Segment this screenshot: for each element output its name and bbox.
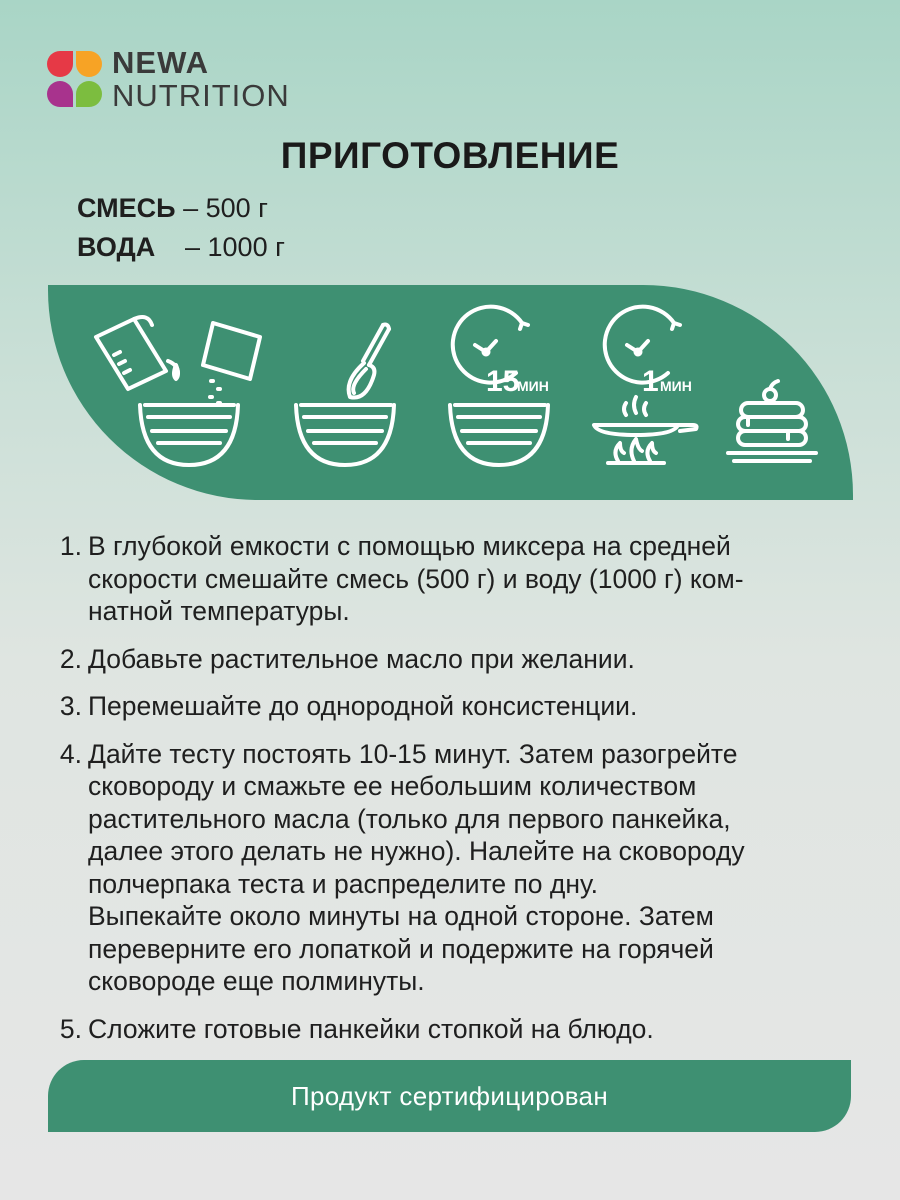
timer-1-number: 1 [642, 365, 659, 398]
step-number: 4. [59, 738, 82, 769]
ratio-mix [77, 193, 268, 224]
step-line: переверните его лопаткой и подержите на горячей [88, 933, 714, 964]
logo-mark-icon [47, 51, 103, 107]
certified-badge [48, 1060, 851, 1132]
step-line: Дайте тесту постоять 10-15 минут. Затем разогрейте [88, 738, 738, 769]
logo-petal-green [76, 81, 102, 107]
step-line: скорости смешайте смесь (500 г) и воду (1000 г) ком- [88, 563, 744, 594]
step-line: Выпекайте около минуты на одной стороне. Затем [88, 901, 714, 931]
timer-1-unit: МИН [660, 378, 692, 394]
logo-petal-red [47, 51, 73, 77]
steps-icon-banner [48, 285, 853, 500]
timer-15-number: 15 [486, 365, 520, 398]
measuring-cup-pour-icon [96, 317, 260, 465]
ratio-water [77, 232, 285, 263]
step-number: 1. [59, 531, 82, 561]
brand-subtitle: NUTRITION [112, 78, 290, 113]
step-line: В глубокой емкости с помощью миксера на средней [88, 531, 731, 561]
list-item [48, 530, 848, 628]
step-line: далее этого делать не нужно). Налейте на сковороду [88, 836, 745, 866]
list-item [48, 643, 848, 676]
brand-name: NEWA [112, 45, 209, 80]
step-number: 5. [59, 1013, 82, 1044]
step-line: Сложите готовые панкейки стопкой на блюдо. [88, 1013, 654, 1044]
logo-petal-purple [47, 81, 73, 107]
step-number: 2. [59, 643, 82, 674]
step-line: Добавьте растительное масло при желании. [88, 643, 635, 674]
timer-15-unit: МИН [517, 378, 549, 394]
ratio-water-value: – 1000 г [185, 232, 285, 262]
page-title: ПРИГОТОВЛЕНИЕ [280, 135, 620, 176]
step-line: сковороду и смажьте ее небольшим количеством [88, 771, 697, 801]
list-item [48, 738, 848, 998]
step-line: Перемешайте до однородной консистенции. [88, 691, 638, 721]
ratio-mix-label: СМЕСЬ [77, 193, 176, 223]
certified-label: Продукт сертифицирован [291, 1080, 608, 1111]
list-item [48, 690, 848, 723]
step-line: полчерпака теста и распределите по дну. [88, 868, 598, 899]
step-line: растительного масла (только для первого панкейка, [88, 803, 731, 834]
ratio-mix-value: – 500 г [183, 193, 268, 223]
logo-wordmark [112, 47, 290, 111]
pancake-stack-icon [728, 381, 816, 461]
list-item [48, 1013, 848, 1046]
instructions-list [48, 530, 848, 1060]
banner-icons [48, 285, 853, 500]
logo-petal-orange [76, 51, 102, 77]
ratio-water-label: ВОДА [77, 232, 156, 262]
step-line: натной температуры. [88, 596, 350, 626]
step-line: сковороде еще полминуты. [88, 966, 425, 996]
brand-logo [47, 47, 290, 111]
whisk-bowl-icon [296, 325, 394, 466]
step-number: 3. [59, 691, 82, 721]
